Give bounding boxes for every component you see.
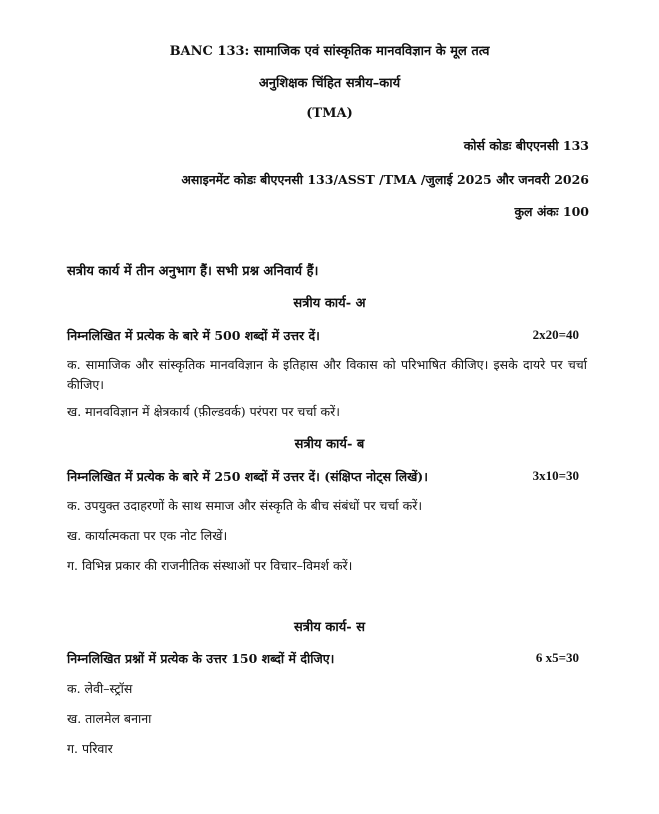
- section-a-question-1: क. सामाजिक और सांस्कृतिक मानवविज्ञान के इतिहास और विकास को परिभाषित कीजिए। इसके दायरे पर चर्चा कीजिए।: [67, 357, 587, 392]
- document-subtitle: अनुशिक्षक चिंहित सत्रीय–कार्य: [258, 76, 401, 91]
- section-a-marks: 2x20=40: [532, 327, 579, 342]
- section-b-question-3: ग. विभिन्न प्रकार की राजनीतिक संस्थाओं पर विचार–विमर्श करें।: [67, 558, 353, 573]
- document-title: BANC 133: सामाजिक एवं सांस्कृतिक मानवविज्ञान के मूल तत्व: [169, 44, 490, 59]
- section-b-question-2: ख. कार्यात्मकता पर एक नोट लिखें।: [67, 528, 228, 543]
- section-b-marks: 3x10=30: [532, 468, 579, 483]
- section-c-marks: 6 x5=30: [535, 650, 579, 665]
- document-abbreviation: (TMA): [306, 106, 353, 121]
- section-c-title: सत्रीय कार्य- स: [294, 620, 365, 635]
- section-a-header: [67, 327, 579, 344]
- section-c-instruction: निम्नलिखित प्रश्नों में प्रत्येक के उत्तर 150 शब्दों में दीजिए।: [67, 651, 335, 666]
- section-c-question-3: ग. परिवार: [67, 741, 113, 756]
- section-b-question-1: क. उपयुक्त उदाहरणों के साथ समाज और संस्कृति के बीच संबंधों पर चर्चा करें।: [67, 498, 423, 513]
- course-code: कोर्स कोडः बीएएनसी 133: [463, 138, 589, 153]
- section-c-header: [67, 650, 579, 667]
- section-b-title: सत्रीय कार्य- ब: [294, 437, 365, 452]
- section-a-question-2: ख. मानवविज्ञान में क्षेत्रकार्य (फ़ील्डवर्क) परंपरा पर चर्चा करें।: [67, 404, 340, 419]
- assignment-code: असाइनमेंट कोडः बीएएनसी 133/ASST /TMA /जुलाई 2025 और जनवरी 2026: [181, 172, 589, 187]
- section-c-question-2: ख. तालमेल बनाना: [67, 711, 152, 726]
- section-b-instruction: निम्नलिखित में प्रत्येक के बारे में 250 शब्दों में उत्तर दें। (संक्षिप्त नोट्स लिखें)।: [67, 469, 428, 484]
- section-a-instruction: निम्नलिखित में प्रत्येक के बारे में 500 शब्दों में उत्तर दें।: [67, 328, 320, 343]
- section-a-title: सत्रीय कार्य- अ: [293, 296, 366, 311]
- total-marks: कुल अंकः 100: [514, 204, 589, 219]
- general-instruction: सत्रीय कार्य में तीन अनुभाग हैं। सभी प्रश्न अनिवार्य हैं।: [67, 264, 319, 279]
- section-b-header: [67, 468, 579, 485]
- section-c-question-1: क. लेवी–स्ट्रॉस: [67, 681, 133, 696]
